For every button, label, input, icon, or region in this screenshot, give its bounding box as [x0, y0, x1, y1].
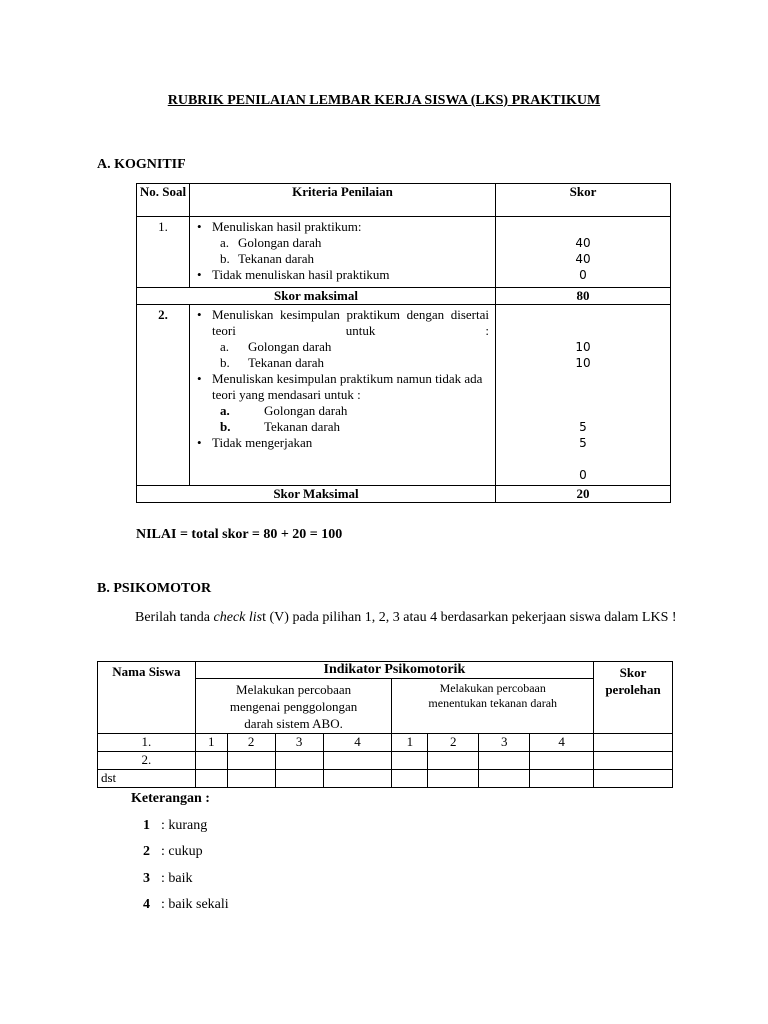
q1-sub-a-text: Golongan darah — [238, 235, 322, 250]
q1-criteria — [190, 217, 496, 288]
q1-sub-a — [190, 235, 495, 251]
q2-sub-b1-text: Tekanan darah — [248, 355, 324, 370]
q2-score-none: 0 — [579, 468, 587, 482]
header-skor: Skor — [496, 184, 671, 217]
cell-abo-1: 1 — [195, 734, 227, 752]
cell-blank — [428, 770, 479, 788]
kognitif-table — [136, 183, 671, 503]
kognitif-header-row — [137, 184, 671, 217]
q2-criteria — [190, 305, 496, 486]
q1-sub-a-letter: a. — [220, 235, 230, 250]
q1-score-none: 0 — [579, 268, 587, 282]
psikomotor-row-2 — [98, 752, 673, 770]
indicator-abo: Melakukan percobaan mengenai penggolongan darah sistem ABO. — [195, 679, 392, 734]
keterangan-text: : baik — [161, 871, 193, 886]
keterangan-text: : cukup — [161, 844, 203, 859]
indicator-tekanan: Melakukan percobaan menentukan tekanan darah — [392, 679, 594, 734]
q2-sub-b2-text: Tekanan darah — [264, 419, 340, 434]
q2-score-a2: 5 — [579, 420, 587, 434]
q1-scores — [496, 217, 671, 288]
q2-scores — [496, 305, 671, 486]
student-row-dst: dst — [98, 770, 196, 788]
q2-score-b2: 5 — [579, 436, 587, 450]
cell-blank — [195, 752, 227, 770]
q2-score-b1: 10 — [575, 356, 591, 370]
q2-sub-a1-text: Golongan darah — [248, 339, 332, 354]
q2-sub-a2 — [190, 403, 489, 419]
cell-abo-3: 3 — [275, 734, 323, 752]
cell-blank — [594, 770, 673, 788]
q2-bullet-1 — [190, 307, 489, 339]
cell-blank — [323, 752, 392, 770]
header-skor-perolehan: Skor perolehan — [594, 662, 673, 734]
keterangan-label: Keterangan : — [131, 791, 210, 806]
cell-blank — [479, 752, 530, 770]
cell-blank — [275, 752, 323, 770]
cell-blank — [479, 770, 530, 788]
student-row-2: 2. — [98, 752, 196, 770]
q2-sub-a2-text: Golongan darah — [264, 403, 348, 418]
keterangan-item-3 — [143, 871, 193, 887]
cell-blank — [275, 770, 323, 788]
q2-bullet-2: • Menuliskan kesimpulan praktikum namun tidak ada teori yang mendasari untuk : — [190, 371, 489, 403]
section-b-heading: B. PSIKOMOTOR — [97, 581, 212, 596]
psikomotor-row-dst — [98, 770, 673, 788]
cell-skor-1 — [594, 734, 673, 752]
cell-abo-4: 4 — [323, 734, 392, 752]
header-kriteria: Kriteria Penilaian — [190, 184, 496, 217]
q2-sub-b1-letter: b. — [220, 355, 230, 370]
q2-sub-a1-letter: a. — [220, 339, 230, 354]
q1-max-label: Skor maksimal — [137, 288, 496, 305]
q1-bullet-1: • Menuliskan hasil praktikum: — [190, 219, 495, 235]
instruction-post: t (V) pada pilihan 1, 2, 3 atau 4 berdasarkan pekerjaan siswa dalam LKS ! — [262, 610, 677, 625]
header-no-soal: No. Soal — [137, 184, 190, 217]
cell-blank — [392, 770, 428, 788]
cell-blank — [594, 752, 673, 770]
keterangan-text: : baik sekali — [161, 897, 229, 912]
q2-sub-b2-letter: b. — [220, 419, 231, 434]
header-indikator: Indikator Psikomotorik — [195, 662, 593, 679]
q1-max-row — [137, 288, 671, 305]
q2-max-row — [137, 486, 671, 503]
cell-blank — [428, 752, 479, 770]
psikomotor-instruction — [97, 607, 681, 628]
keterangan-text: : kurang — [161, 818, 208, 833]
keterangan-item-4 — [143, 897, 229, 913]
instruction-pre: Berilah tanda — [135, 610, 214, 625]
instruction-italic: check lis — [213, 610, 263, 625]
document-title: RUBRIK PENILAIAN LEMBAR KERJA SISWA (LKS) PRAKTIKUM — [167, 93, 601, 108]
q2-bullet-1-text: • Menuliskan kesimpulan praktikum dengan disertai teori untuk : — [212, 307, 489, 338]
kognitif-row-q2 — [137, 305, 671, 486]
cell-tekanan-2: 2 — [428, 734, 479, 752]
cell-blank — [323, 770, 392, 788]
cell-blank — [392, 752, 428, 770]
keterangan-item-1 — [143, 818, 207, 834]
cell-blank — [530, 770, 594, 788]
section-a-heading: A. KOGNITIF — [97, 157, 186, 172]
keterangan-num: 1 — [143, 818, 150, 833]
cell-tekanan-3: 3 — [479, 734, 530, 752]
q2-sub-b2 — [190, 419, 489, 435]
q1-number: 1. — [137, 217, 190, 288]
psikomotor-row-1 — [98, 734, 673, 752]
q1-sub-b-text: Tekanan darah — [238, 251, 314, 266]
keterangan-item-2 — [143, 844, 203, 860]
q1-bullet-2: • Tidak menuliskan hasil praktikum — [190, 267, 495, 283]
q2-bullet-3: • Tidak mengerjakan — [190, 435, 489, 451]
q2-number: 2. — [137, 305, 190, 486]
psikomotor-header-row — [98, 662, 673, 679]
nilai-total: NILAI = total skor = 80 + 20 = 100 — [136, 527, 343, 542]
keterangan-num: 4 — [143, 897, 150, 912]
cell-blank — [530, 752, 594, 770]
student-row-1: 1. — [98, 734, 196, 752]
cell-abo-2: 2 — [227, 734, 275, 752]
keterangan-num: 3 — [143, 871, 150, 886]
kognitif-row-q1 — [137, 217, 671, 288]
psikomotor-table — [97, 661, 673, 788]
q2-max-value: 20 — [496, 486, 671, 503]
cell-tekanan-4: 4 — [530, 734, 594, 752]
q2-sub-a2-letter: a. — [220, 403, 230, 418]
cell-tekanan-1: 1 — [392, 734, 428, 752]
cell-blank — [195, 770, 227, 788]
header-nama-siswa: Nama Siswa — [98, 662, 196, 734]
q2-sub-b1 — [190, 355, 489, 371]
cell-blank — [227, 770, 275, 788]
q1-score-b: 40 — [575, 252, 591, 266]
q1-sub-b-letter: b. — [220, 251, 230, 266]
q1-max-value: 80 — [496, 288, 671, 305]
q1-sub-b — [190, 251, 495, 267]
cell-blank — [227, 752, 275, 770]
q2-score-a1: 10 — [575, 340, 591, 354]
q2-max-label: Skor Maksimal — [137, 486, 496, 503]
q1-score-a: 40 — [575, 236, 591, 250]
keterangan-num: 2 — [143, 844, 150, 859]
q2-sub-a1 — [190, 339, 489, 355]
